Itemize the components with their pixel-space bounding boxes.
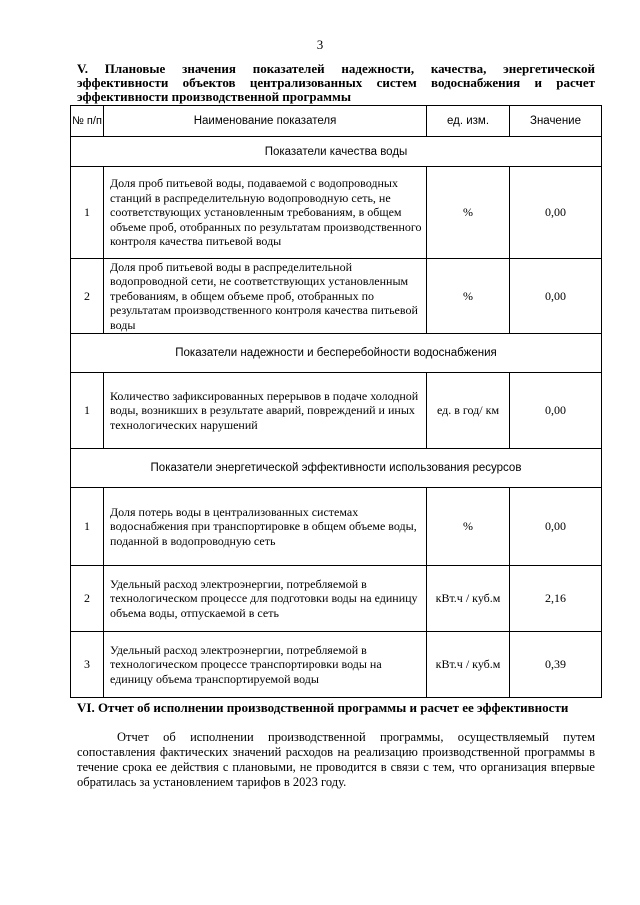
page-number: 3 bbox=[316, 37, 324, 52]
header-name: Наименование показателя bbox=[104, 106, 427, 137]
row-unit: % bbox=[427, 488, 510, 566]
row-unit: кВт.ч / куб.м bbox=[427, 566, 510, 632]
row-name: Доля потерь воды в централизованных системах водоснабжения при транспортировке в общем объеме воды, поданной в водопроводную сеть bbox=[104, 488, 427, 566]
row-value: 0,39 bbox=[510, 632, 602, 698]
table-row bbox=[71, 566, 602, 632]
section-5-heading bbox=[77, 62, 595, 104]
section-6-heading: VI. Отчет об исполнении производственной программы и расчет ее эффективности bbox=[77, 700, 569, 715]
row-unit: % bbox=[427, 167, 510, 259]
row-value: 0,00 bbox=[510, 373, 602, 449]
row-name: Удельный расход электроэнергии, потребляемой в технологическом процессе для подготовки воды на единицу объема воды, отпускаемой в сеть bbox=[104, 566, 427, 632]
row-num: 1 bbox=[71, 167, 104, 259]
group-title-quality: Показатели качества воды bbox=[71, 137, 602, 167]
row-name: Доля проб питьевой воды, подаваемой с водопроводных станций в распределительную водопроводную сеть, не соответствующих установленным требованиям, в общем объеме проб, отобранных по результатам производственного контроля качества питьевой воды bbox=[104, 167, 427, 259]
section-5-heading-line: V. Плановые значения показателей надежности, качества, энергетической bbox=[77, 61, 595, 76]
group-title-row bbox=[71, 449, 602, 488]
row-num: 1 bbox=[71, 488, 104, 566]
section-6-paragraph: Отчет об исполнении производственной программы, осуществляемый путем сопоставления фактических значений расходов на реализацию производственной программы в течение срока ее действия с плановыми, не проводится в связи с тем, что организация впервые обратилась за установлением тарифов в 2023 году. bbox=[77, 730, 595, 789]
row-name: Удельный расход электроэнергии, потребляемой в технологическом процессе транспортировки воды на единицу объема транспортируемой воды bbox=[104, 632, 427, 698]
indicators-table bbox=[70, 105, 602, 698]
row-unit: ед. в год/ км bbox=[427, 373, 510, 449]
group-title-row bbox=[71, 334, 602, 373]
row-name: Доля проб питьевой воды в распределительной водопроводной сети, не соответствующих установленным требованиям, в общем объеме проб, отобранных по результатам производственного контроля качества питьевой воды bbox=[104, 259, 427, 334]
row-num: 2 bbox=[71, 259, 104, 334]
table-row bbox=[71, 373, 602, 449]
row-value: 2,16 bbox=[510, 566, 602, 632]
table-header-row bbox=[71, 106, 602, 137]
row-value: 0,00 bbox=[510, 259, 602, 334]
section-5-heading-line: эффективности объектов централизованных систем водоснабжения и расчет bbox=[77, 75, 595, 90]
row-value: 0,00 bbox=[510, 167, 602, 259]
group-title-energy: Показатели энергетической эффективности использования ресурсов bbox=[71, 449, 602, 488]
section-5-heading-line: эффективности производственной программы bbox=[77, 89, 352, 104]
table-row bbox=[71, 259, 602, 334]
table-row bbox=[71, 632, 602, 698]
table-row bbox=[71, 488, 602, 566]
row-num: 3 bbox=[71, 632, 104, 698]
table-row bbox=[71, 167, 602, 259]
row-num: 1 bbox=[71, 373, 104, 449]
row-num: 2 bbox=[71, 566, 104, 632]
row-unit: кВт.ч / куб.м bbox=[427, 632, 510, 698]
row-unit: % bbox=[427, 259, 510, 334]
row-value: 0,00 bbox=[510, 488, 602, 566]
group-title-row bbox=[71, 137, 602, 167]
header-num: № п/п bbox=[71, 106, 104, 137]
row-name: Количество зафиксированных перерывов в подаче холодной воды, возникших в результате аварий, повреждений и иных технологических нарушений bbox=[104, 373, 427, 449]
header-unit: ед. изм. bbox=[427, 106, 510, 137]
group-title-reliability: Показатели надежности и бесперебойности водоснабжения bbox=[71, 334, 602, 373]
header-value: Значение bbox=[510, 106, 602, 137]
